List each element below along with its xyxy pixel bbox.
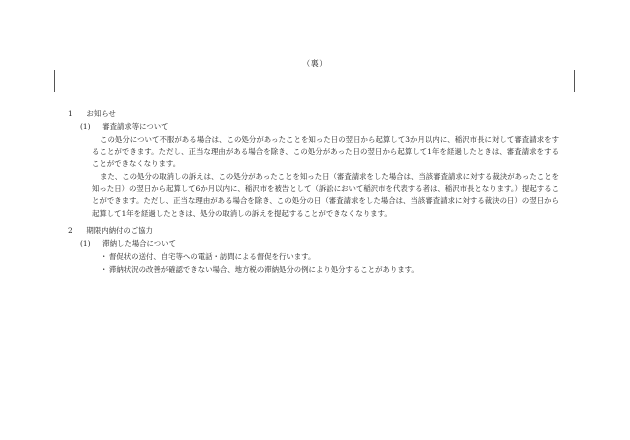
bullet-symbol: ・ bbox=[100, 252, 108, 261]
left-margin-line bbox=[54, 70, 55, 92]
right-margin-line bbox=[574, 70, 575, 92]
lawsuit-paragraph: また、この処分の取消しの訴えは、この処分があったことを知った日（審査請求をした場合は、当該審査請求に対する裁決があったことを知った日）の翌日から起算して6か月以内に、稲沢市を被告として（訴訟において稲沢市を代表する者は、稲沢市長となります。）提起することができます。ただし、正当な理由がある場合を除き、この処分の日（審査請求をした場合は、当該審査請求に対する裁決の日）の翌日から起算して1年を経過したときは、処分の取消しの訴えを提起することができなくなります。 bbox=[92, 172, 559, 218]
section-2-number: 2 bbox=[68, 226, 73, 235]
section-1-number: 1 bbox=[68, 109, 73, 118]
section-2-heading bbox=[68, 225, 153, 237]
subsection-2-1-number: (1) bbox=[80, 239, 91, 248]
bullet-item bbox=[100, 264, 419, 276]
subsection-2-1-heading bbox=[80, 238, 176, 250]
subsection-1-1-title: 審査請求等について bbox=[102, 122, 169, 131]
subsection-1-1-heading bbox=[80, 121, 169, 133]
section-1-heading bbox=[68, 108, 116, 120]
bullet-text: 督促状の送付、自宅等への電話・訪問による督促を行います。 bbox=[109, 252, 316, 261]
page-side-mark: （裏） bbox=[302, 59, 328, 68]
section-2-title: 期限内納付のご協力 bbox=[86, 226, 153, 235]
subsection-1-1-number: (1) bbox=[80, 122, 91, 131]
bullet-text: 滞納状況の改善が確認できない場合、地方税の滞納処分の例により処分することがあります。 bbox=[109, 265, 419, 274]
section-1-title: お知らせ bbox=[86, 109, 116, 118]
bullet-item bbox=[100, 251, 315, 263]
review-request-paragraph: この処分について不服がある場合は、この処分があったことを知った日の翌日から起算して3か月以内に、稲沢市長に対して審査請求をすることができます。ただし、正当な理由がある場合を除き、この処分があった日の翌日から起算して1年を経過したときは、審査請求をすることができなくなります。 bbox=[92, 135, 559, 169]
subsection-2-1-title: 滞納した場合について bbox=[102, 239, 176, 248]
bullet-symbol: ・ bbox=[100, 265, 108, 274]
